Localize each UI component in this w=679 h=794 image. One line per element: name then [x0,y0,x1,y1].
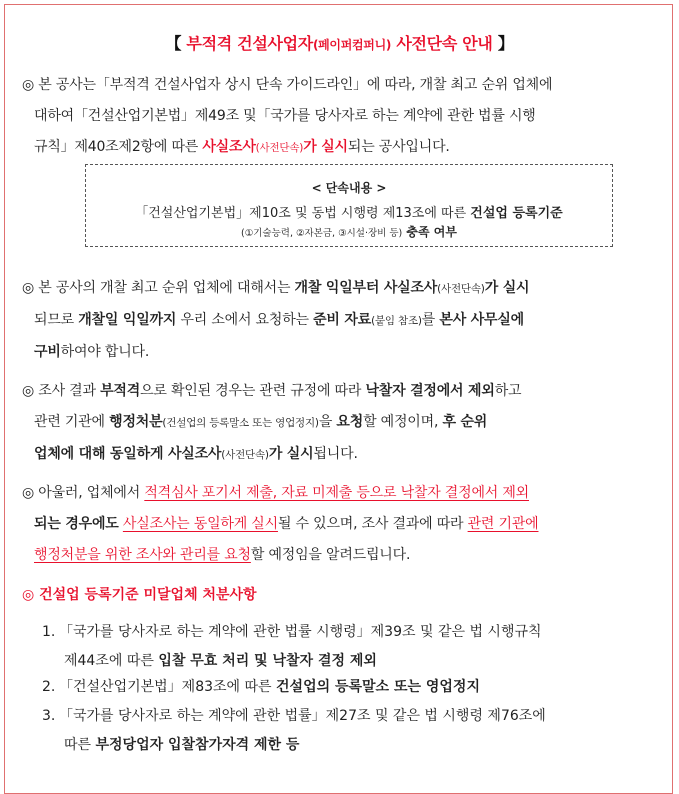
paragraph-3-line-3: 업체에 대해 동일하게 사실조사(사전단속)가 실시됩니다. [34,446,358,462]
bullet-icon: ◎ [22,485,35,501]
paragraph-1-line-3: 규칙」제40조제2항에 따른 사실조사(사전단속)가 실시되는 공사입니다. [34,139,450,155]
bullet-icon: ◎ [22,383,35,399]
title-paren: (페이퍼컴퍼니) [312,38,392,52]
section-title: ◎ 건설업 등록기준 미달업체 처분사항 [22,587,257,603]
box-title: < 단속내용 > [311,181,387,195]
paragraph-4 [22,478,654,571]
box-line-1: 「건설산업기본법」제10조 및 동법 시행령 제13조에 따른 건설업 등록기준 [135,206,563,221]
paragraph-3-line-2: 관련 기관에 행정처분(건설업의 등록말소 또는 영업정지)을 요청할 예정이며, 후 순위 [34,414,488,430]
paragraph-4-line-2: 되는 경우에도 사실조사는 동일하게 실시될 수 있으며, 조사 결과에 따라 관련 기관에 [34,516,539,532]
title-bracket-close: 】 [497,34,514,53]
paragraph-1-line-1: ◎ 본 공사는「부적격 건설사업자 상시 단속 가이드라인」에 따라, 개찰 최고 순위 업체에 [22,77,553,93]
title-rest: 사전단속 안내 [391,34,493,53]
paragraph-4-line-1: ◎ 아울러, 업체에서 적격심사 포기서 제출, 자료 미제출 등으로 낙찰자 결정에서 제외 [22,485,529,501]
paragraph-2 [22,273,654,368]
bullet-icon: ◎ [22,280,35,296]
title-main: 부적격 건설사업자 [186,34,313,53]
paragraph-1 [22,70,654,164]
inspection-content-box [85,164,613,247]
paragraph-3 [22,376,654,471]
paragraph-1-line-2: 대하여「건설산업기본법」제49조 및「국가를 당사자로 하는 계약에 관한 법률 시행 [34,108,536,124]
title-bracket-open: 【 [165,34,182,53]
paragraph-4-line-3: 행정처분을 위한 조사와 관리를 요청할 예정임을 알려드립니다. [34,547,411,563]
box-line-2: (①기술능력, ②자본금, ③시설·장비 등) 충족 여부 [241,225,457,239]
list-item: 2. 「건설산업기본법」제83조에 따른 건설업의 등록말소 또는 영업정지 [42,679,480,695]
paragraph-2-line-3: 구비하여야 합니다. [34,344,150,360]
notice-title [0,31,679,54]
list-item: 3. 「국가를 당사자로 하는 계약에 관한 법률」제27조 및 같은 법 시행령 제76조에 따른 부정당업자 입찰참가자격 제한 등 [42,708,546,753]
bullet-icon: ◎ [22,77,35,93]
list-item: 1. 「국가를 당사자로 하는 계약에 관한 법률 시행령」제39조 및 같은 법 시행규칙 제44조에 따른 입찰 무효 처리 및 낙찰자 결정 제외 [42,624,542,669]
paragraph-2-line-1: ◎ 본 공사의 개찰 최고 순위 업체에 대해서는 개찰 익일부터 사실조사(사전단속)가 실시 [22,280,530,296]
paragraph-3-line-1: ◎ 조사 결과 부적격으로 확인된 경우는 관련 규정에 따라 낙찰자 결정에서 제외하고 [22,383,522,399]
paragraph-2-line-2: 되므로 개찰일 익일까지 우리 소에서 요청하는 준비 자료(붙임 참조)를 본사 사무실에 [34,312,524,328]
